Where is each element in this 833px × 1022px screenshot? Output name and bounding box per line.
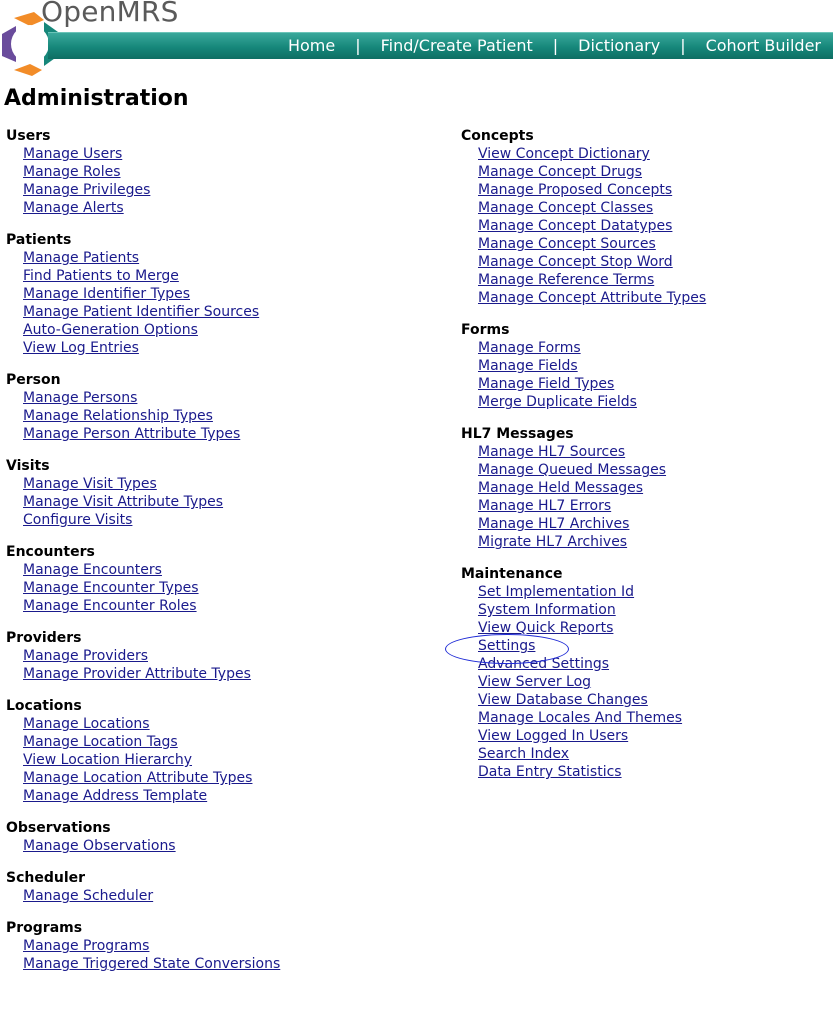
list-item xyxy=(478,271,831,289)
section-title: Locations xyxy=(6,698,82,714)
link-manage-held-messages[interactable]: Manage Held Messages xyxy=(478,480,644,496)
link-manage-triggered-state-conversions[interactable]: Manage Triggered State Conversions xyxy=(23,956,281,972)
link-manage-identifier-types[interactable]: Manage Identifier Types xyxy=(23,286,191,302)
section-maintenance xyxy=(461,565,831,781)
link-manage-encounters[interactable]: Manage Encounters xyxy=(23,562,162,578)
link-view-quick-reports[interactable]: View Quick Reports xyxy=(478,620,614,636)
link-manage-forms[interactable]: Manage Forms xyxy=(478,340,581,356)
list-item xyxy=(478,253,831,271)
list-item xyxy=(23,751,436,769)
list-item xyxy=(478,497,831,515)
nav-cohort-builder[interactable]: Cohort Builder xyxy=(705,36,821,55)
link-manage-concept-drugs[interactable]: Manage Concept Drugs xyxy=(478,164,643,180)
section-link-list xyxy=(6,145,436,217)
section-title: Users xyxy=(6,128,51,144)
admin-right-column xyxy=(461,127,831,795)
link-manage-address-template[interactable]: Manage Address Template xyxy=(23,788,208,804)
list-item xyxy=(478,745,831,763)
link-manage-visit-attribute-types[interactable]: Manage Visit Attribute Types xyxy=(23,494,224,510)
link-view-log-entries[interactable]: View Log Entries xyxy=(23,340,139,356)
link-manage-roles[interactable]: Manage Roles xyxy=(23,164,121,180)
link-manage-encounter-types[interactable]: Manage Encounter Types xyxy=(23,580,199,596)
list-item xyxy=(478,235,831,253)
list-item xyxy=(23,787,436,805)
nav-dictionary[interactable]: Dictionary xyxy=(578,36,661,55)
link-manage-locales-and-themes[interactable]: Manage Locales And Themes xyxy=(478,710,683,726)
section-title: Maintenance xyxy=(461,566,563,582)
link-manage-concept-stop-word[interactable]: Manage Concept Stop Word xyxy=(478,254,673,270)
section-encounters xyxy=(6,543,436,615)
section-link-list xyxy=(6,887,436,905)
section-link-list xyxy=(6,475,436,529)
link-manage-concept-sources[interactable]: Manage Concept Sources xyxy=(478,236,656,252)
section-title: Patients xyxy=(6,232,72,248)
link-manage-persons[interactable]: Manage Persons xyxy=(23,390,138,406)
list-item xyxy=(23,579,436,597)
link-manage-hl7-sources[interactable]: Manage HL7 Sources xyxy=(478,444,626,460)
list-item xyxy=(478,709,831,727)
section-link-list xyxy=(6,647,436,683)
section-link-list xyxy=(6,837,436,855)
link-manage-relationship-types[interactable]: Manage Relationship Types xyxy=(23,408,213,424)
list-item xyxy=(478,163,831,181)
nav-separator: | xyxy=(355,36,361,55)
section-concepts xyxy=(461,127,831,307)
link-view-server-log[interactable]: View Server Log xyxy=(478,674,592,690)
link-merge-duplicate-fields[interactable]: Merge Duplicate Fields xyxy=(478,394,637,410)
list-item xyxy=(478,217,831,235)
section-title: Visits xyxy=(6,458,50,474)
link-manage-hl7-errors[interactable]: Manage HL7 Errors xyxy=(478,498,612,514)
link-manage-location-attribute-types[interactable]: Manage Location Attribute Types xyxy=(23,770,253,786)
list-item xyxy=(23,145,436,163)
list-item xyxy=(23,249,436,267)
section-observations xyxy=(6,819,436,855)
list-item xyxy=(478,655,831,673)
list-item xyxy=(23,597,436,615)
list-item xyxy=(23,665,436,683)
section-forms xyxy=(461,321,831,411)
link-manage-proposed-concepts[interactable]: Manage Proposed Concepts xyxy=(478,182,673,198)
list-item xyxy=(23,493,436,511)
list-item xyxy=(478,375,831,393)
list-item xyxy=(478,601,831,619)
list-item xyxy=(23,561,436,579)
top-nav-bar xyxy=(48,32,833,59)
link-manage-reference-terms[interactable]: Manage Reference Terms xyxy=(478,272,655,288)
link-manage-hl7-archives[interactable]: Manage HL7 Archives xyxy=(478,516,630,532)
link-find-patients-to-merge[interactable]: Find Patients to Merge xyxy=(23,268,179,284)
list-item xyxy=(23,887,436,905)
section-visits xyxy=(6,457,436,529)
list-item xyxy=(23,181,436,199)
link-manage-locations[interactable]: Manage Locations xyxy=(23,716,150,732)
section-title: Observations xyxy=(6,820,111,836)
section-link-list xyxy=(6,561,436,615)
section-link-list xyxy=(6,937,436,973)
list-item xyxy=(478,583,831,601)
list-item xyxy=(23,199,436,217)
section-patients xyxy=(6,231,436,357)
list-item xyxy=(23,715,436,733)
brand-name: OpenMRS xyxy=(41,0,179,28)
page-title: Administration xyxy=(4,86,189,111)
list-item xyxy=(23,163,436,181)
link-manage-privileges[interactable]: Manage Privileges xyxy=(23,182,151,198)
link-search-index[interactable]: Search Index xyxy=(478,746,570,762)
list-item xyxy=(23,769,436,787)
link-manage-concept-classes[interactable]: Manage Concept Classes xyxy=(478,200,654,216)
link-advanced-settings[interactable]: Advanced Settings xyxy=(478,656,610,672)
list-item xyxy=(23,733,436,751)
link-manage-scheduler[interactable]: Manage Scheduler xyxy=(23,888,154,904)
link-manage-programs[interactable]: Manage Programs xyxy=(23,938,150,954)
nav-home[interactable]: Home xyxy=(287,36,336,55)
list-item xyxy=(478,637,831,655)
list-item xyxy=(478,145,831,163)
section-hl7-messages xyxy=(461,425,831,551)
section-users xyxy=(6,127,436,217)
section-link-list xyxy=(6,715,436,805)
top-nav-links xyxy=(288,36,821,56)
list-item xyxy=(23,321,436,339)
section-link-list xyxy=(461,339,831,411)
section-link-list xyxy=(461,145,831,307)
list-item xyxy=(23,425,436,443)
link-manage-patients[interactable]: Manage Patients xyxy=(23,250,140,266)
link-view-location-hierarchy[interactable]: View Location Hierarchy xyxy=(23,752,193,768)
list-item xyxy=(478,479,831,497)
link-manage-person-attribute-types[interactable]: Manage Person Attribute Types xyxy=(23,426,241,442)
link-manage-users[interactable]: Manage Users xyxy=(23,146,123,162)
link-view-logged-in-users[interactable]: View Logged In Users xyxy=(478,728,629,744)
section-title: Forms xyxy=(461,322,510,338)
section-title: Programs xyxy=(6,920,83,936)
link-settings[interactable]: Settings xyxy=(478,638,536,654)
list-item xyxy=(23,339,436,357)
list-item xyxy=(478,673,831,691)
link-system-information[interactable]: System Information xyxy=(478,602,616,618)
nav-separator: | xyxy=(552,36,559,55)
section-locations xyxy=(6,697,436,805)
link-manage-field-types[interactable]: Manage Field Types xyxy=(478,376,615,392)
list-item xyxy=(23,837,436,855)
list-item xyxy=(478,763,831,781)
link-data-entry-statistics[interactable]: Data Entry Statistics xyxy=(478,764,622,780)
link-migrate-hl7-archives[interactable]: Migrate HL7 Archives xyxy=(478,534,628,550)
nav-find-create-patient[interactable]: Find/Create Patient xyxy=(380,36,533,55)
link-manage-observations[interactable]: Manage Observations xyxy=(23,838,176,854)
link-manage-location-tags[interactable]: Manage Location Tags xyxy=(23,734,178,750)
section-link-list xyxy=(461,583,831,781)
section-title: Person xyxy=(6,372,61,388)
list-item xyxy=(478,515,831,533)
admin-left-column xyxy=(6,127,436,987)
list-item xyxy=(478,619,831,637)
section-person xyxy=(6,371,436,443)
link-view-concept-dictionary[interactable]: View Concept Dictionary xyxy=(478,146,650,162)
list-item xyxy=(478,357,831,375)
section-link-list xyxy=(6,249,436,357)
link-auto-generation-options[interactable]: Auto-Generation Options xyxy=(23,322,198,338)
list-item xyxy=(23,303,436,321)
list-item xyxy=(478,339,831,357)
section-link-list xyxy=(461,443,831,551)
list-item xyxy=(23,475,436,493)
link-configure-visits[interactable]: Configure Visits xyxy=(23,512,133,528)
section-providers xyxy=(6,629,436,683)
header xyxy=(0,0,833,80)
list-item xyxy=(23,647,436,665)
link-set-implementation-id[interactable]: Set Implementation Id xyxy=(478,584,635,600)
list-item xyxy=(478,289,831,307)
list-item xyxy=(23,511,436,529)
section-scheduler xyxy=(6,869,436,905)
list-item xyxy=(478,691,831,709)
section-programs xyxy=(6,919,436,973)
list-item xyxy=(23,937,436,955)
list-item xyxy=(23,389,436,407)
link-view-database-changes[interactable]: View Database Changes xyxy=(478,692,648,708)
list-item xyxy=(23,955,436,973)
section-title: Providers xyxy=(6,630,82,646)
list-item xyxy=(478,181,831,199)
list-item xyxy=(478,461,831,479)
section-title: Scheduler xyxy=(6,870,86,886)
link-manage-provider-attribute-types[interactable]: Manage Provider Attribute Types xyxy=(23,666,251,682)
link-manage-providers[interactable]: Manage Providers xyxy=(23,648,148,664)
link-manage-patient-identifier-sources[interactable]: Manage Patient Identifier Sources xyxy=(23,304,260,320)
section-title: HL7 Messages xyxy=(461,426,574,442)
link-manage-concept-attribute-types[interactable]: Manage Concept Attribute Types xyxy=(478,290,707,306)
list-item xyxy=(478,199,831,217)
list-item xyxy=(23,285,436,303)
section-title: Concepts xyxy=(461,128,534,144)
section-title: Encounters xyxy=(6,544,95,560)
nav-separator: | xyxy=(680,36,686,55)
list-item xyxy=(23,407,436,425)
list-item xyxy=(478,533,831,551)
link-manage-alerts[interactable]: Manage Alerts xyxy=(23,200,124,216)
list-item xyxy=(478,393,831,411)
list-item xyxy=(478,443,831,461)
link-manage-concept-datatypes[interactable]: Manage Concept Datatypes xyxy=(478,218,673,234)
list-item xyxy=(478,727,831,745)
list-item xyxy=(23,267,436,285)
link-manage-visit-types[interactable]: Manage Visit Types xyxy=(23,476,157,492)
link-manage-queued-messages[interactable]: Manage Queued Messages xyxy=(478,462,667,478)
link-manage-encounter-roles[interactable]: Manage Encounter Roles xyxy=(23,598,197,614)
link-manage-fields[interactable]: Manage Fields xyxy=(478,358,578,374)
section-link-list xyxy=(6,389,436,443)
